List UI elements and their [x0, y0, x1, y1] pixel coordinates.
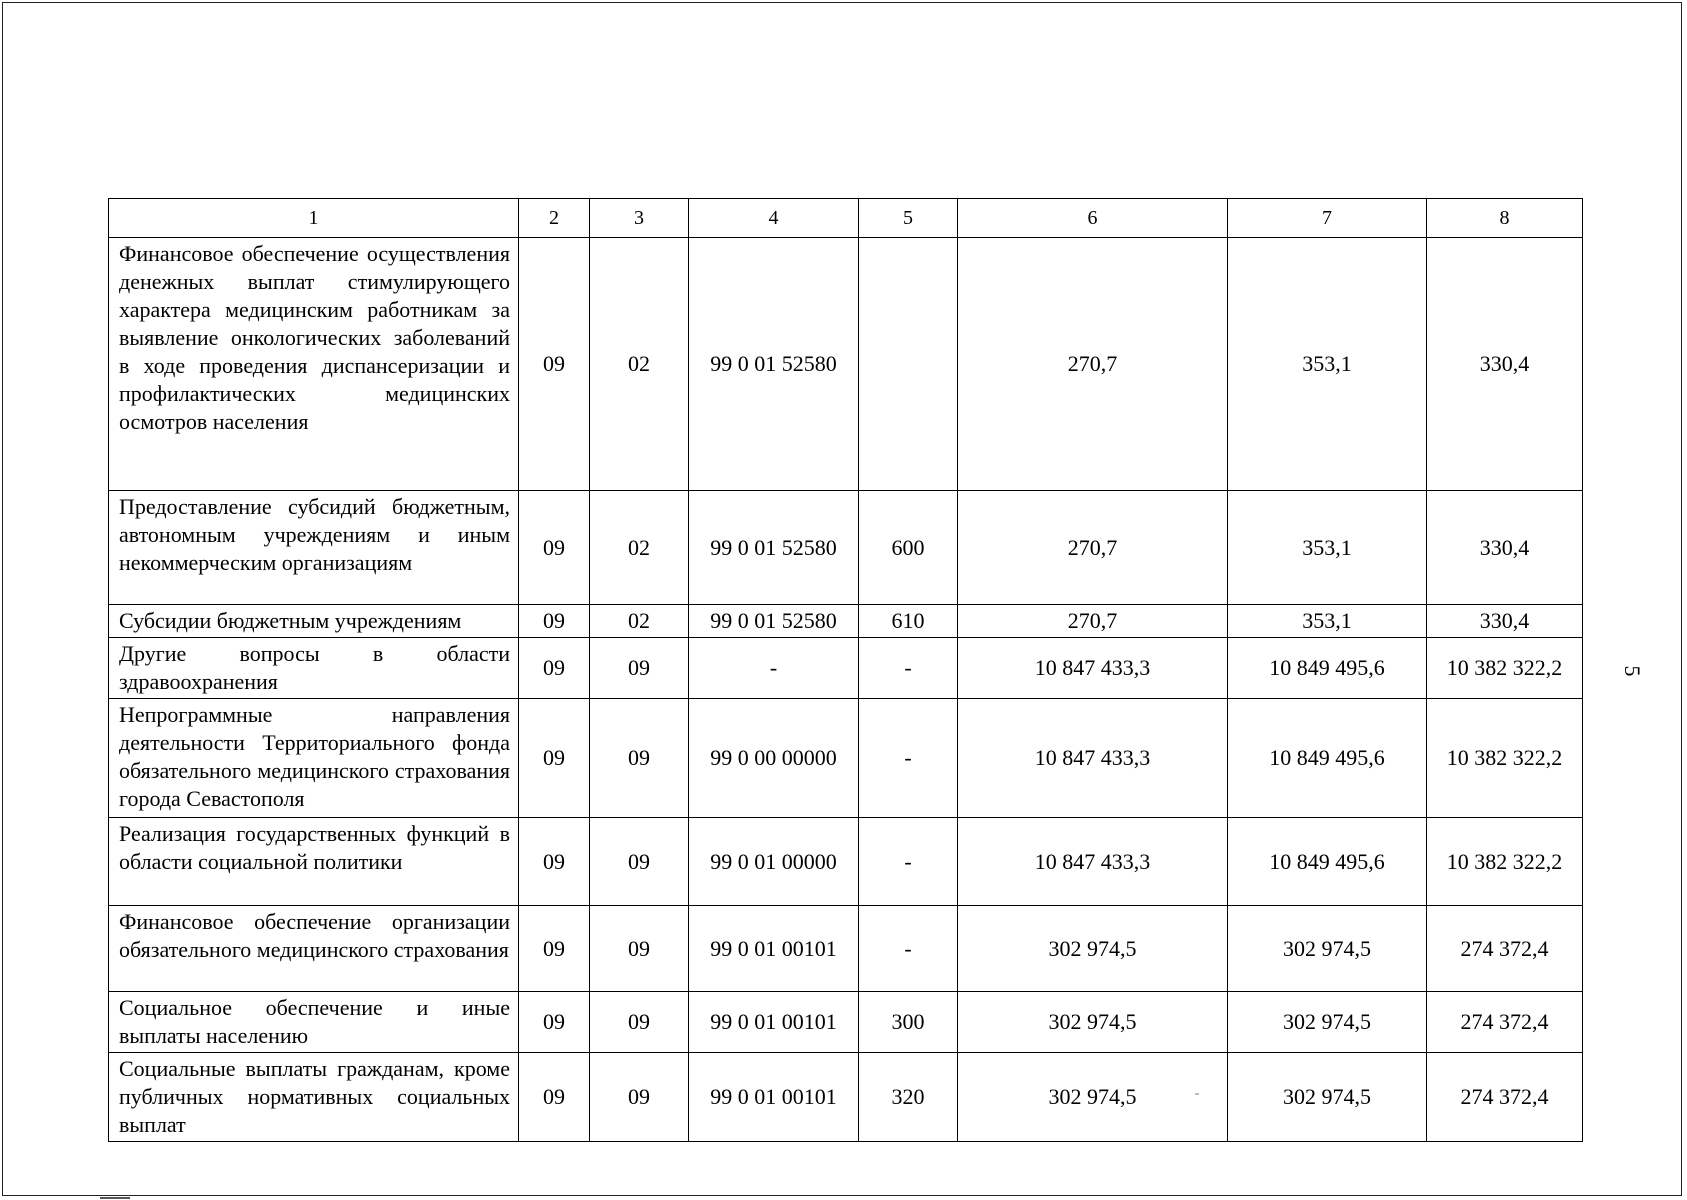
scan-artifact — [100, 1197, 130, 1199]
section-code: 09 — [519, 638, 590, 699]
expense-type-code: - — [859, 818, 958, 906]
row-name: Финансовое обеспечение осуществления денежных выплат стимулирующего характера медицинским работникам за выявление онкологических заболеваний в ходе проведения диспансеризации и профилактических медицинских осмотров населения — [109, 238, 519, 491]
expense-type-code: - — [859, 638, 958, 699]
target-article-code: 99 0 01 52580 — [689, 491, 859, 605]
target-article-code: 99 0 01 52580 — [689, 605, 859, 638]
amount-col6: 270,7 — [958, 491, 1228, 605]
amount-col8: 10 382 322,2 — [1427, 699, 1583, 818]
header-cell: 8 — [1427, 199, 1583, 238]
amount-col6: 10 847 433,3 — [958, 818, 1228, 906]
table-row — [109, 491, 1583, 605]
page-number: 5 — [1620, 665, 1645, 677]
amount-col7: 353,1 — [1228, 605, 1427, 638]
table-row — [109, 699, 1583, 818]
header-cell: 5 — [859, 199, 958, 238]
table-row — [109, 992, 1583, 1053]
table-row — [109, 605, 1583, 638]
amount-col6: 302 974,5 — [958, 906, 1228, 992]
section-code: 09 — [519, 699, 590, 818]
table-row — [109, 238, 1583, 491]
scan-artifact — [1195, 1093, 1199, 1095]
row-name: Другие вопросы в области здравоохранения — [109, 638, 519, 699]
amount-col8: 274 372,4 — [1427, 992, 1583, 1053]
expense-type-code: 300 — [859, 992, 958, 1053]
amount-col7: 302 974,5 — [1228, 906, 1427, 992]
subsection-code: 02 — [590, 238, 689, 491]
target-article-code: - — [689, 638, 859, 699]
target-article-code: 99 0 01 00101 — [689, 906, 859, 992]
amount-col6: 270,7 — [958, 238, 1228, 491]
subsection-code: 09 — [590, 992, 689, 1053]
amount-col6: 302 974,5 — [958, 992, 1228, 1053]
table-row — [109, 1053, 1583, 1142]
header-cell: 7 — [1228, 199, 1427, 238]
subsection-code: 09 — [590, 906, 689, 992]
budget-table — [108, 198, 1583, 1142]
row-name: Непрограммные направления деятельности Территориального фонда обязательного медицинского страхования города Севастополя — [109, 699, 519, 818]
section-code: 09 — [519, 906, 590, 992]
subsection-code: 09 — [590, 1053, 689, 1142]
target-article-code: 99 0 01 00000 — [689, 818, 859, 906]
expense-type-code: 600 — [859, 491, 958, 605]
section-code: 09 — [519, 605, 590, 638]
amount-col7: 10 849 495,6 — [1228, 699, 1427, 818]
subsection-code: 02 — [590, 605, 689, 638]
amount-col8: 274 372,4 — [1427, 906, 1583, 992]
header-cell: 2 — [519, 199, 590, 238]
target-article-code: 99 0 00 00000 — [689, 699, 859, 818]
amount-col7: 10 849 495,6 — [1228, 638, 1427, 699]
expense-type-code: - — [859, 906, 958, 992]
amount-col8: 330,4 — [1427, 491, 1583, 605]
amount-col6: 10 847 433,3 — [958, 638, 1228, 699]
target-article-code: 99 0 01 52580 — [689, 238, 859, 491]
amount-col7: 10 849 495,6 — [1228, 818, 1427, 906]
row-name: Социальные выплаты гражданам, кроме публичных нормативных социальных выплат — [109, 1053, 519, 1142]
amount-col6: 10 847 433,3 — [958, 699, 1228, 818]
expense-type-code: 610 — [859, 605, 958, 638]
target-article-code: 99 0 01 00101 — [689, 992, 859, 1053]
header-cell: 3 — [590, 199, 689, 238]
row-name: Предоставление субсидий бюджетным, автономным учреждениям и иным некоммерческим организациям — [109, 491, 519, 605]
expense-type-code: 320 — [859, 1053, 958, 1142]
row-name: Финансовое обеспечение организации обязательного медицинского страхования — [109, 906, 519, 992]
header-cell: 1 — [109, 199, 519, 238]
row-name: Социальное обеспечение и иные выплаты населению — [109, 992, 519, 1053]
section-code: 09 — [519, 1053, 590, 1142]
amount-col8: 274 372,4 — [1427, 1053, 1583, 1142]
header-cell: 4 — [689, 199, 859, 238]
row-name: Реализация государственных функций в области социальной политики — [109, 818, 519, 906]
section-code: 09 — [519, 491, 590, 605]
amount-col8: 330,4 — [1427, 238, 1583, 491]
amount-col7: 302 974,5 — [1228, 992, 1427, 1053]
amount-col7: 302 974,5 — [1228, 1053, 1427, 1142]
subsection-code: 02 — [590, 491, 689, 605]
amount-col6: 302 974,5 — [958, 1053, 1228, 1142]
target-article-code: 99 0 01 00101 — [689, 1053, 859, 1142]
table-row — [109, 818, 1583, 906]
amount-col7: 353,1 — [1228, 238, 1427, 491]
amount-col8: 330,4 — [1427, 605, 1583, 638]
section-code: 09 — [519, 992, 590, 1053]
subsection-code: 09 — [590, 638, 689, 699]
section-code: 09 — [519, 238, 590, 491]
section-code: 09 — [519, 818, 590, 906]
expense-type-code: - — [859, 699, 958, 818]
amount-col8: 10 382 322,2 — [1427, 638, 1583, 699]
expense-type-code — [859, 238, 958, 491]
table-row — [109, 638, 1583, 699]
row-name: Субсидии бюджетным учреждениям — [109, 605, 519, 638]
subsection-code: 09 — [590, 699, 689, 818]
amount-col7: 353,1 — [1228, 491, 1427, 605]
table-row — [109, 906, 1583, 992]
header-cell: 6 — [958, 199, 1228, 238]
subsection-code: 09 — [590, 818, 689, 906]
header-row — [109, 199, 1583, 238]
amount-col6: 270,7 — [958, 605, 1228, 638]
amount-col8: 10 382 322,2 — [1427, 818, 1583, 906]
